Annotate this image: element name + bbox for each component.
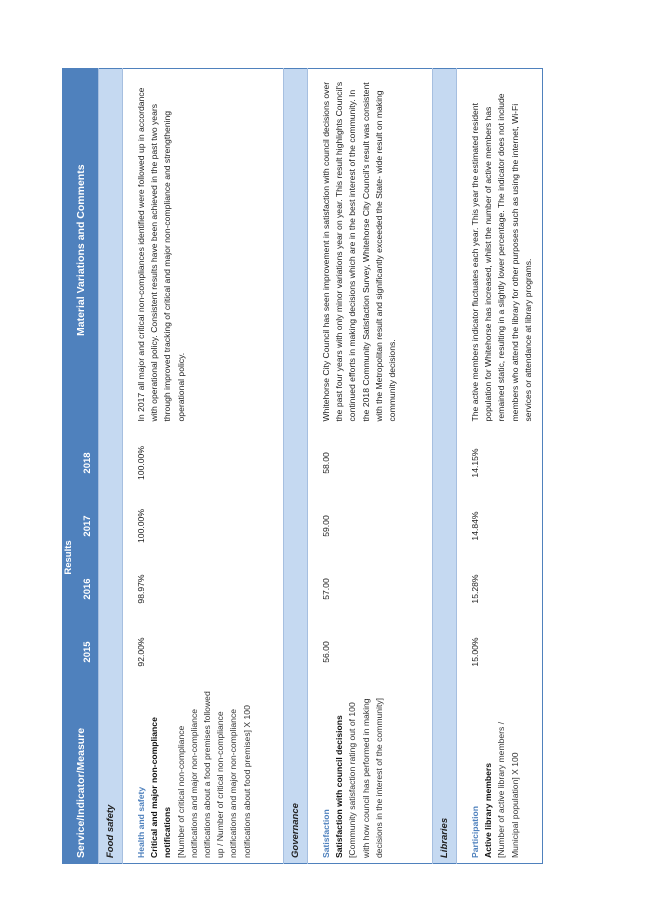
comment-text: The active members indicator fluctuates each year. This year the estimated resident population for Whitehorse has increased, whilst the number of active members has remained static, resulting in a slightly lower percentage. The indicator does not include members who attend the library for other purposes such as using the internet, Wi-Fi services or attendance at library programs. <box>457 68 543 431</box>
comment-text: Whitehorse City Council has seen improvement in satisfaction with council decisions over the past four years with only minor variations year on year. This result highlights Council's continued efforts in making decisions which are in the best interest of the community. In the 2018 Community Satisfaction Survey, Whitehorse City Council's result was consistent with the Metropolitan result and significantly exceeded the State- wide result on making community decisions. <box>308 68 433 431</box>
formula-text: [Number of active library members / Municipal population] X 100 <box>496 721 520 858</box>
section-title: Governance <box>284 684 308 864</box>
service-cell <box>123 684 284 864</box>
performance-table <box>62 68 543 864</box>
value-2016: 98.97% <box>123 558 284 621</box>
header-results: Results <box>63 431 83 683</box>
measure-label: Critical and major non-compliance notifications <box>149 717 173 858</box>
comment-text: In 2017 all major and critical non-compliances identified were followed up in accordance with operational policy. Consistent results have been achieved in the past two years through improved tracking of critical and major non-compliance and strengthening operational policy. <box>123 68 284 431</box>
value-2015: 56.00 <box>308 621 433 684</box>
table-row <box>123 68 284 863</box>
header-comments: Material Variations and Comments <box>63 68 99 431</box>
header-service: Service/Indicator/Measure <box>63 684 99 864</box>
section-row-libraries <box>433 68 457 863</box>
header-year-2017: 2017 <box>82 495 99 558</box>
table-row <box>308 68 433 863</box>
category-label: Health and safety <box>136 786 146 858</box>
category-label: Participation <box>470 805 480 858</box>
value-2018: 14.15% <box>457 431 543 494</box>
measure-label: Satisfaction with council decisions <box>334 715 345 858</box>
formula-text: [Number of critical non-compliance notifications and major non-compliance notifications about a food premises followed up / Number of critical non-compliance notifications and major non-compliance notifications about food premises] X 100 <box>175 691 252 858</box>
value-2016: 57.00 <box>308 558 433 621</box>
value-2018: 100.00% <box>123 431 284 494</box>
section-title: Food safety <box>99 684 123 864</box>
section-row-food-safety <box>99 68 123 863</box>
value-2018: 58.00 <box>308 431 433 494</box>
category-label: Satisfaction <box>321 809 331 858</box>
header-year-2018: 2018 <box>82 431 99 494</box>
value-2017: 59.00 <box>308 495 433 558</box>
table-row <box>457 68 543 863</box>
header-year-2015: 2015 <box>82 621 99 684</box>
section-title: Libraries <box>433 684 457 864</box>
value-2017: 100.00% <box>123 495 284 558</box>
measure-label: Active library members <box>483 762 494 858</box>
header-row-1 <box>63 68 83 863</box>
value-2015: 15.00% <box>457 621 543 684</box>
header-year-2016: 2016 <box>82 558 99 621</box>
rotated-table-wrapper <box>62 69 533 864</box>
section-row-governance <box>284 68 308 863</box>
service-cell <box>457 684 543 864</box>
service-cell <box>308 684 433 864</box>
value-2016: 15.28% <box>457 558 543 621</box>
formula-text: [Community satisfaction rating out of 100 with how council has performed in making decisions in the interest of the community] <box>347 697 384 858</box>
value-2015: 92.00% <box>123 621 284 684</box>
value-2017: 14.84% <box>457 495 543 558</box>
